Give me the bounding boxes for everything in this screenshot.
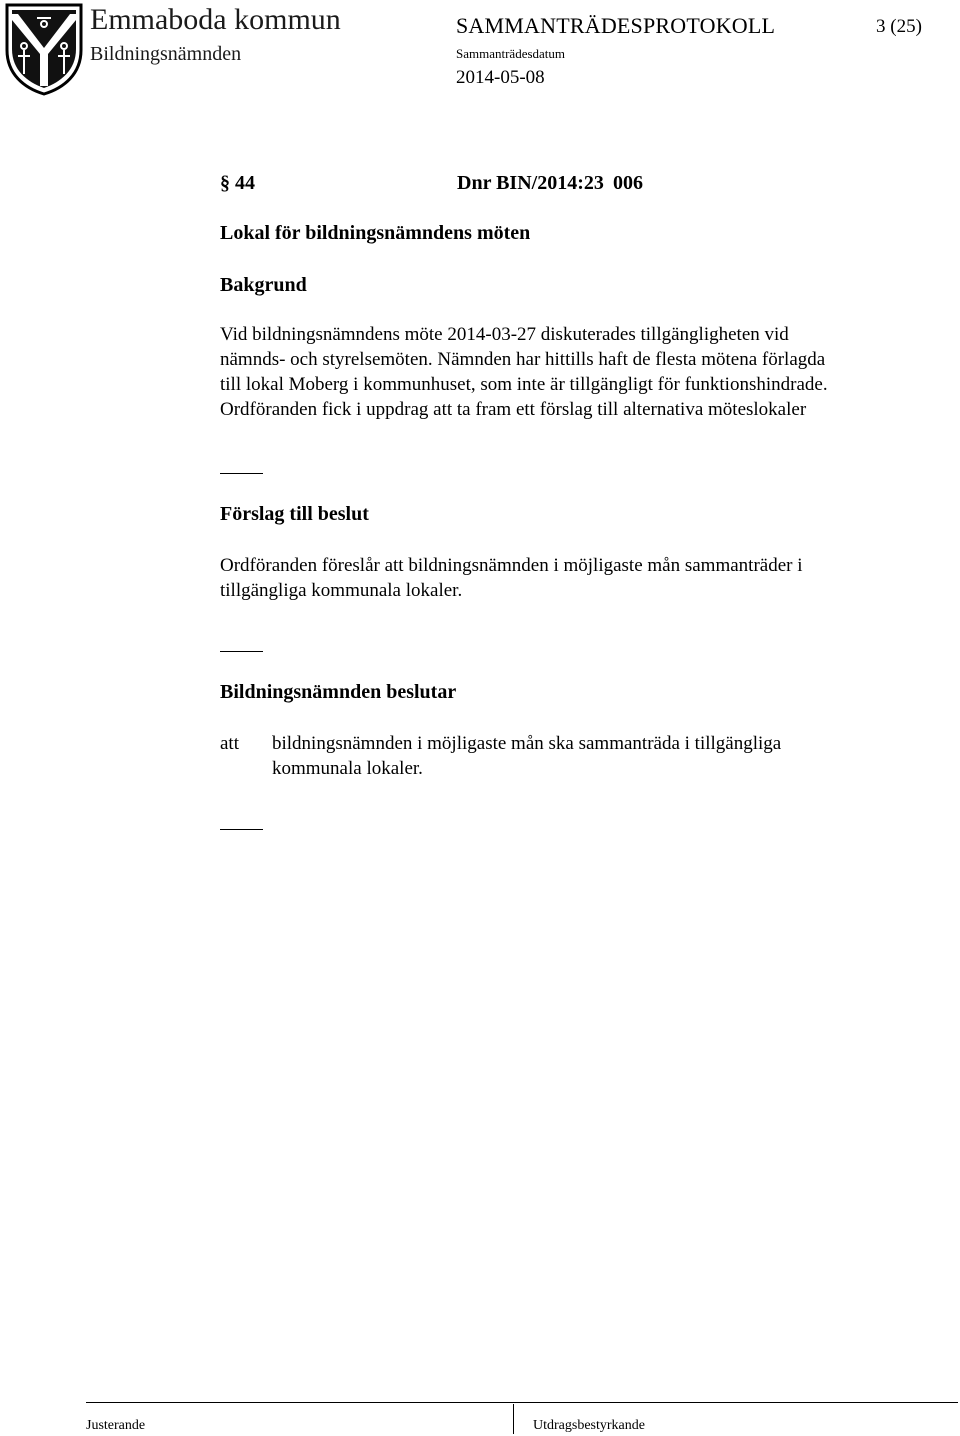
footer-rule	[86, 1402, 958, 1403]
background-line: Vid bildningsnämndens möte 2014-03-27 diskuterades tillgängligheten vid	[220, 324, 789, 345]
footer-utdragsbestyrkande-label: Utdragsbestyrkande	[533, 1418, 645, 1433]
committee-name: Bildningsnämnden	[90, 43, 242, 65]
decision-text	[272, 731, 912, 781]
section-divider	[220, 651, 263, 652]
paragraph-number: § 44	[220, 172, 255, 194]
proposal-heading: Förslag till beslut	[220, 503, 369, 525]
background-line: Ordföranden fick i uppdrag att ta fram ett förslag till alternativa möteslokaler	[220, 399, 807, 420]
case-dnr: Dnr BIN/2014:23	[457, 172, 604, 194]
proposal-line: Ordföranden föreslår att bildningsnämnden i möjligaste mån sammanträder i	[220, 555, 803, 576]
section-divider	[220, 829, 263, 830]
meeting-date: 2014-05-08	[456, 67, 545, 88]
section-divider	[220, 473, 263, 474]
document-type: SAMMANTRÄDESPROTOKOLL	[456, 13, 776, 38]
municipality-name: Emmaboda kommun	[90, 3, 341, 36]
background-line: till lokal Moberg i kommunhuset, som inte är tillgängligt för funktionshindrade.	[220, 374, 828, 395]
decision-prefix: att	[220, 733, 239, 754]
background-text	[220, 322, 920, 422]
proposal-line: tillgängliga kommunala lokaler.	[220, 580, 463, 601]
background-line: nämnds- och styrelsemöten. Nämnden har hittills haft de flesta mötena förlagda	[220, 349, 826, 370]
footer-signature-divider	[513, 1404, 514, 1434]
case-code: 006	[613, 172, 643, 194]
background-heading: Bakgrund	[220, 274, 307, 296]
coat-of-arms-icon	[4, 2, 84, 96]
decision-line: bildningsnämnden i möjligaste mån ska sammanträda i tillgängliga	[272, 733, 782, 754]
decision-line: kommunala lokaler.	[272, 758, 423, 779]
decision-heading: Bildningsnämnden beslutar	[220, 681, 457, 703]
footer-justerande-label: Justerande	[86, 1418, 146, 1433]
meeting-date-label: Sammanträdesdatum	[456, 46, 566, 61]
case-title: Lokal för bildningsnämndens möten	[220, 222, 531, 244]
page-number: 3 (25)	[876, 16, 922, 37]
proposal-text	[220, 553, 920, 603]
